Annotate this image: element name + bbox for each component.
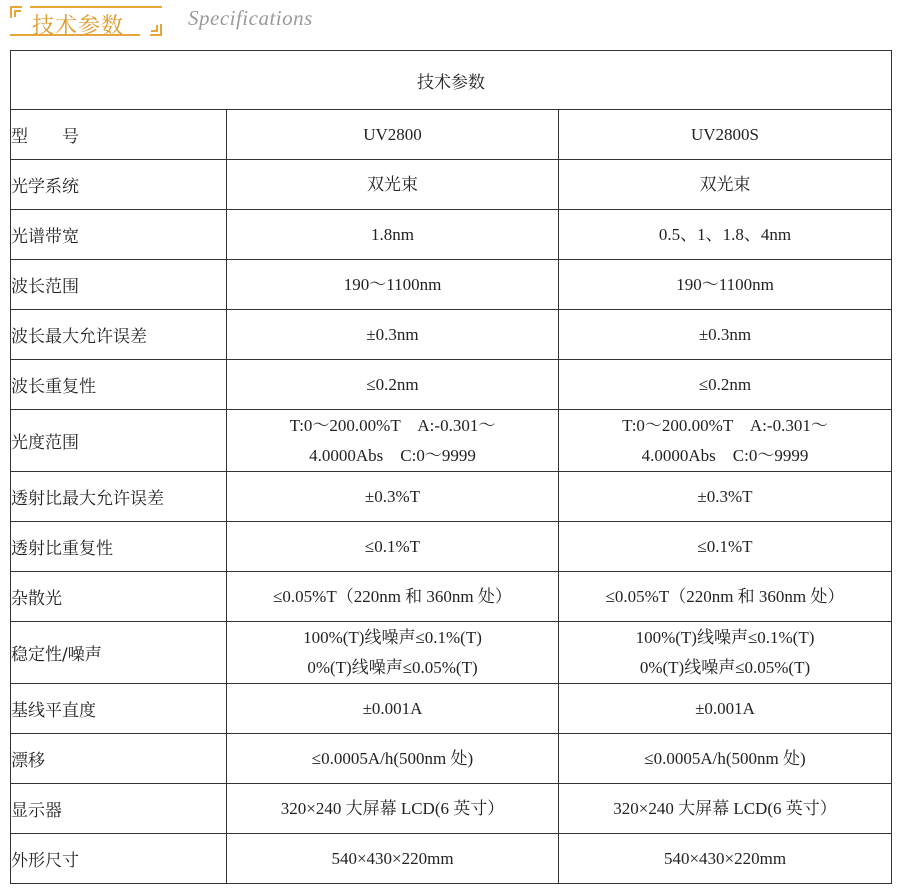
- cell-line: ≤0.1%T: [364, 536, 421, 556]
- cell-line: 540×430×220mm: [331, 848, 454, 868]
- row-label: 稳定性/噪声: [11, 622, 227, 684]
- cell-line: ≤0.2nm: [698, 374, 752, 394]
- cell-uv2800s: [559, 260, 892, 310]
- row-label: 光学系统: [11, 160, 227, 210]
- cell-uv2800s: [559, 834, 892, 884]
- cell-line: ≤0.1%T: [697, 536, 753, 556]
- header-title-cn: 技术参数: [32, 14, 125, 39]
- cell-line: 540×430×220mm: [663, 848, 787, 868]
- spec-table: [10, 50, 892, 884]
- cell-uv2800: [227, 834, 559, 884]
- row-label: 外形尺寸: [11, 834, 227, 884]
- cell-line: 4.0000Abs C:0～9999: [309, 445, 476, 465]
- section-header: [0, 0, 900, 42]
- table-title: 技术参数: [11, 51, 892, 110]
- cell-uv2800s: [559, 472, 892, 522]
- cell-uv2800: [227, 210, 559, 260]
- cell-line: 190～1100nm: [676, 274, 774, 294]
- header-title-en: Specifications: [188, 6, 313, 30]
- row-label: 漂移: [11, 734, 227, 784]
- table-row: [11, 734, 892, 784]
- cell-uv2800: [227, 110, 559, 160]
- cell-line: 双光束: [699, 174, 751, 194]
- cell-uv2800: [227, 160, 559, 210]
- cell-uv2800s: [559, 734, 892, 784]
- cell-uv2800s: [559, 572, 892, 622]
- row-label: 基线平直度: [11, 684, 227, 734]
- cell-line: UV2800S: [690, 124, 759, 144]
- cell-line: 190～1100nm: [343, 274, 442, 294]
- header-frame: [10, 6, 162, 39]
- cell-uv2800: [227, 572, 559, 622]
- cell-line: 100%(T)线噪声≤0.1%(T): [635, 627, 815, 647]
- table-row: [11, 310, 892, 360]
- cell-line: T:0～200.00%T A:-0.301～: [289, 415, 496, 435]
- row-label: 波长范围: [11, 260, 227, 310]
- cell-uv2800s: [559, 310, 892, 360]
- cell-uv2800s: [559, 210, 892, 260]
- row-label: 波长重复性: [11, 360, 227, 410]
- table-row: [11, 410, 892, 472]
- cell-line: 0.5、1、1.8、4nm: [658, 224, 792, 244]
- cell-uv2800: [227, 410, 559, 472]
- cell-uv2800s: [559, 684, 892, 734]
- cell-uv2800s: [559, 360, 892, 410]
- cell-uv2800: [227, 310, 559, 360]
- table-row: [11, 834, 892, 884]
- cell-uv2800s: [559, 110, 892, 160]
- cell-line: UV2800: [363, 124, 422, 144]
- row-label: 显示器: [11, 784, 227, 834]
- cell-uv2800s: [559, 622, 892, 684]
- row-label: 杂散光: [11, 572, 227, 622]
- cell-uv2800: [227, 472, 559, 522]
- table-row: [11, 684, 892, 734]
- cell-line: 1.8nm: [371, 224, 414, 244]
- cell-line: ±0.001A: [362, 698, 423, 718]
- cell-line: 4.0000Abs C:0～9999: [641, 445, 809, 465]
- row-label: 透射比重复性: [11, 522, 227, 572]
- table-row: [11, 784, 892, 834]
- frame-corner-icon: [14, 10, 21, 17]
- cell-line: ±0.3%T: [364, 486, 421, 506]
- table-row: [11, 260, 892, 310]
- cell-uv2800: [227, 734, 559, 784]
- cell-line: ≤0.05%T（220nm 和 360nm 处）: [273, 586, 512, 606]
- cell-uv2800: [227, 360, 559, 410]
- cell-uv2800: [227, 522, 559, 572]
- row-label: 光度范围: [11, 410, 227, 472]
- cell-line: ≤0.2nm: [366, 374, 419, 394]
- cell-uv2800: [227, 260, 559, 310]
- cell-line: ±0.3%T: [697, 486, 753, 506]
- cell-line: ≤0.05%T（220nm 和 360nm 处）: [605, 586, 845, 606]
- cell-line: T:0～200.00%T A:-0.301～: [622, 415, 828, 435]
- cell-line: 100%(T)线噪声≤0.1%(T): [303, 627, 482, 647]
- cell-line: ±0.001A: [695, 698, 755, 718]
- cell-uv2800s: [559, 784, 892, 834]
- frame-line: [30, 6, 162, 8]
- cell-line: ±0.3nm: [366, 324, 419, 344]
- cell-uv2800: [227, 784, 559, 834]
- row-label: 波长最大允许误差: [11, 310, 227, 360]
- table-row: [11, 210, 892, 260]
- table-row: [11, 360, 892, 410]
- cell-line: ≤0.0005A/h(500nm 处): [311, 748, 474, 768]
- table-title-row: [11, 51, 892, 110]
- cell-uv2800: [227, 622, 559, 684]
- cell-uv2800: [227, 684, 559, 734]
- cell-line: ≤0.0005A/h(500nm 处): [644, 748, 806, 768]
- table-row: [11, 472, 892, 522]
- table-row: [11, 572, 892, 622]
- row-label: 透射比最大允许误差: [11, 472, 227, 522]
- cell-uv2800s: [559, 522, 892, 572]
- cell-line: 320×240 大屏幕 LCD(6 英寸）: [280, 798, 505, 818]
- table-row: [11, 522, 892, 572]
- cell-uv2800s: [559, 410, 892, 472]
- row-label: 型 号: [11, 110, 227, 160]
- cell-uv2800s: [559, 160, 892, 210]
- cell-line: 320×240 大屏幕 LCD(6 英寸）: [613, 798, 837, 818]
- cell-line: 双光束: [367, 174, 418, 194]
- cell-line: ±0.3nm: [698, 324, 752, 344]
- table-row: [11, 110, 892, 160]
- table-row: [11, 160, 892, 210]
- row-label: 光谱带宽: [11, 210, 227, 260]
- table-row: [11, 622, 892, 684]
- cell-line: 0%(T)线噪声≤0.05%(T): [639, 657, 811, 677]
- frame-corner-icon: [151, 25, 158, 32]
- cell-line: 0%(T)线噪声≤0.05%(T): [307, 657, 478, 677]
